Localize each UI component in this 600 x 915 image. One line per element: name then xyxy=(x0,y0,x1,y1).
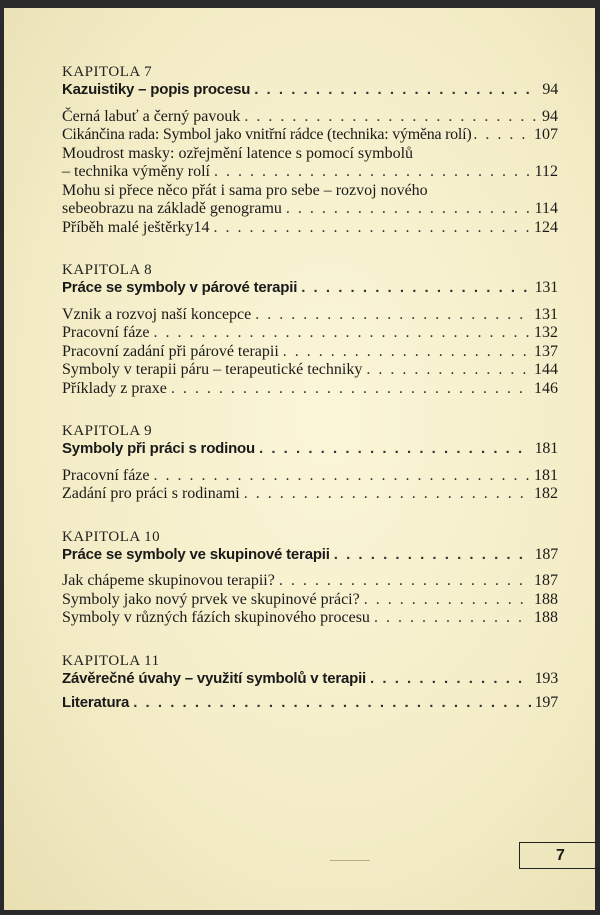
leader-dots xyxy=(244,485,530,504)
page-ref: 124 xyxy=(534,218,558,236)
page-ref: 187 xyxy=(534,545,558,563)
chapter-label: KAPITOLA 10 xyxy=(62,528,161,545)
scan-edge-left xyxy=(0,0,4,915)
leader-dots xyxy=(370,670,531,689)
decorative-line xyxy=(330,860,370,861)
chapter-title-row[interactable] xyxy=(62,670,558,689)
scan-edge-bottom xyxy=(0,910,600,915)
entry-title: Zadání pro práci s rodinami xyxy=(62,485,240,502)
chapter-9 xyxy=(62,422,558,504)
entry-title: Jak chápeme skupinovou terapii? xyxy=(62,572,275,589)
entry-title: Cikánčina rada: Symbol jako vnitřní rádce (technika: výměna rolí) xyxy=(62,126,472,143)
chapter-title: Práce se symboly v párové terapii xyxy=(62,279,298,296)
page-ref: 181 xyxy=(534,440,558,457)
chapter-title: Závěrečné úvahy – využití symbolů v terapii xyxy=(62,669,367,687)
page-ref: 131 xyxy=(534,305,558,323)
chapter-label: KAPITOLA 11 xyxy=(62,652,160,669)
chapter-label: KAPITOLA 7 xyxy=(62,64,153,80)
entry-title: Vznik a rozvoj naší koncepce xyxy=(62,305,252,323)
page-ref: 131 xyxy=(534,279,558,296)
page-ref: 94 xyxy=(542,107,558,125)
chapter-label: KAPITOLA 9 xyxy=(62,423,153,439)
leader-dots xyxy=(254,81,538,100)
toc-entry[interactable] xyxy=(62,163,558,182)
leader-dots xyxy=(473,126,532,145)
toc-entry[interactable] xyxy=(62,609,558,628)
scan-edge-top xyxy=(0,0,600,8)
toc-entry[interactable] xyxy=(62,306,558,325)
toc-entry[interactable] xyxy=(62,572,558,591)
leader-dots xyxy=(364,591,530,610)
chapter-title-row[interactable] xyxy=(62,546,558,565)
table-of-contents xyxy=(62,63,558,721)
chapter-title: Kazuistiky – popis procesu xyxy=(62,81,251,98)
page-ref: 182 xyxy=(534,485,558,502)
page-ref: 132 xyxy=(534,324,558,341)
page-ref: 187 xyxy=(534,572,558,589)
page-ref: 197 xyxy=(534,694,558,711)
leader-dots xyxy=(286,200,531,219)
leader-dots xyxy=(154,324,530,343)
entry-title: – technika výměny rolí xyxy=(62,163,210,180)
toc-entry[interactable] xyxy=(62,591,558,610)
chapter-title-row[interactable] xyxy=(62,81,558,100)
leader-dots xyxy=(283,343,530,362)
literatura-row[interactable] xyxy=(62,694,558,713)
chapter-8 xyxy=(62,261,558,398)
leader-dots xyxy=(214,163,531,182)
leader-dots xyxy=(374,609,530,628)
entry-title-line1: Mohu si přece něco přát i sama pro sebe – rozvoj nového xyxy=(62,181,428,199)
entry-title: Pracovní fáze xyxy=(62,324,150,341)
page-ref: 188 xyxy=(534,590,558,608)
chapter-11 xyxy=(62,652,558,689)
toc-entry[interactable] xyxy=(62,485,558,504)
toc-entry[interactable] xyxy=(62,200,558,219)
entry-title: Symboly v terapii páru – terapeutické techniky xyxy=(62,361,363,378)
page-ref: 94 xyxy=(542,81,558,98)
toc-entry[interactable] xyxy=(62,324,558,343)
scan-edge-right xyxy=(595,0,600,915)
chapter-label: KAPITOLA 8 xyxy=(62,262,153,278)
entry-title: Pracovní zadání při párové terapii xyxy=(62,342,279,360)
page-ref: 146 xyxy=(534,379,558,397)
entry-title: sebeobrazu na základě genogramu xyxy=(62,200,282,217)
page-number: 7 xyxy=(519,842,600,869)
leader-dots xyxy=(154,467,530,486)
page-ref: 193 xyxy=(534,669,558,687)
entry-title: Příběh malé ještěrky14 xyxy=(62,218,210,236)
toc-entry[interactable] xyxy=(62,343,558,362)
toc-entry[interactable] xyxy=(62,467,558,486)
entry-title-line1: Moudrost masky: ozřejmění latence s pomocí symbolů xyxy=(62,144,414,162)
toc-entry[interactable] xyxy=(62,126,558,145)
entry-title: Příklady z praxe xyxy=(62,379,167,397)
entry-title: Pracovní fáze xyxy=(62,466,150,484)
leader-dots xyxy=(334,546,531,565)
toc-entry[interactable] xyxy=(62,108,558,127)
chapter-10 xyxy=(62,528,558,628)
page-ref: 112 xyxy=(534,163,558,180)
page-ref: 107 xyxy=(534,126,558,143)
page-ref: 144 xyxy=(534,361,558,378)
chapter-title-row[interactable] xyxy=(62,440,558,459)
toc-entry[interactable] xyxy=(62,219,558,238)
chapter-title: Práce se symboly ve skupinové terapii xyxy=(62,545,330,563)
leader-dots xyxy=(214,219,530,238)
leader-dots xyxy=(244,108,538,127)
leader-dots xyxy=(279,572,530,591)
toc-entry[interactable] xyxy=(62,361,558,380)
chapter-title-row[interactable] xyxy=(62,279,558,298)
leader-dots xyxy=(366,361,530,380)
entry-title: Symboly jako nový prvek ve skupinové práci? xyxy=(62,590,360,608)
page-ref: 114 xyxy=(534,200,558,217)
entry-title: Černá labuť a černý pavouk xyxy=(62,107,241,125)
leader-dots xyxy=(255,306,530,325)
leader-dots xyxy=(259,440,531,459)
toc-entry[interactable] xyxy=(62,380,558,399)
chapter-title: Symboly při práci s rodinou xyxy=(62,440,255,457)
page-ref: 137 xyxy=(534,342,558,360)
leader-dots xyxy=(171,380,530,399)
page-ref: 181 xyxy=(534,466,558,484)
chapter-7 xyxy=(62,63,558,237)
literatura-title: Literatura xyxy=(62,694,130,711)
entry-title: Symboly v různých fázích skupinového procesu xyxy=(62,609,370,626)
page-ref: 188 xyxy=(534,609,558,626)
leader-dots xyxy=(133,694,530,713)
leader-dots xyxy=(301,279,530,298)
